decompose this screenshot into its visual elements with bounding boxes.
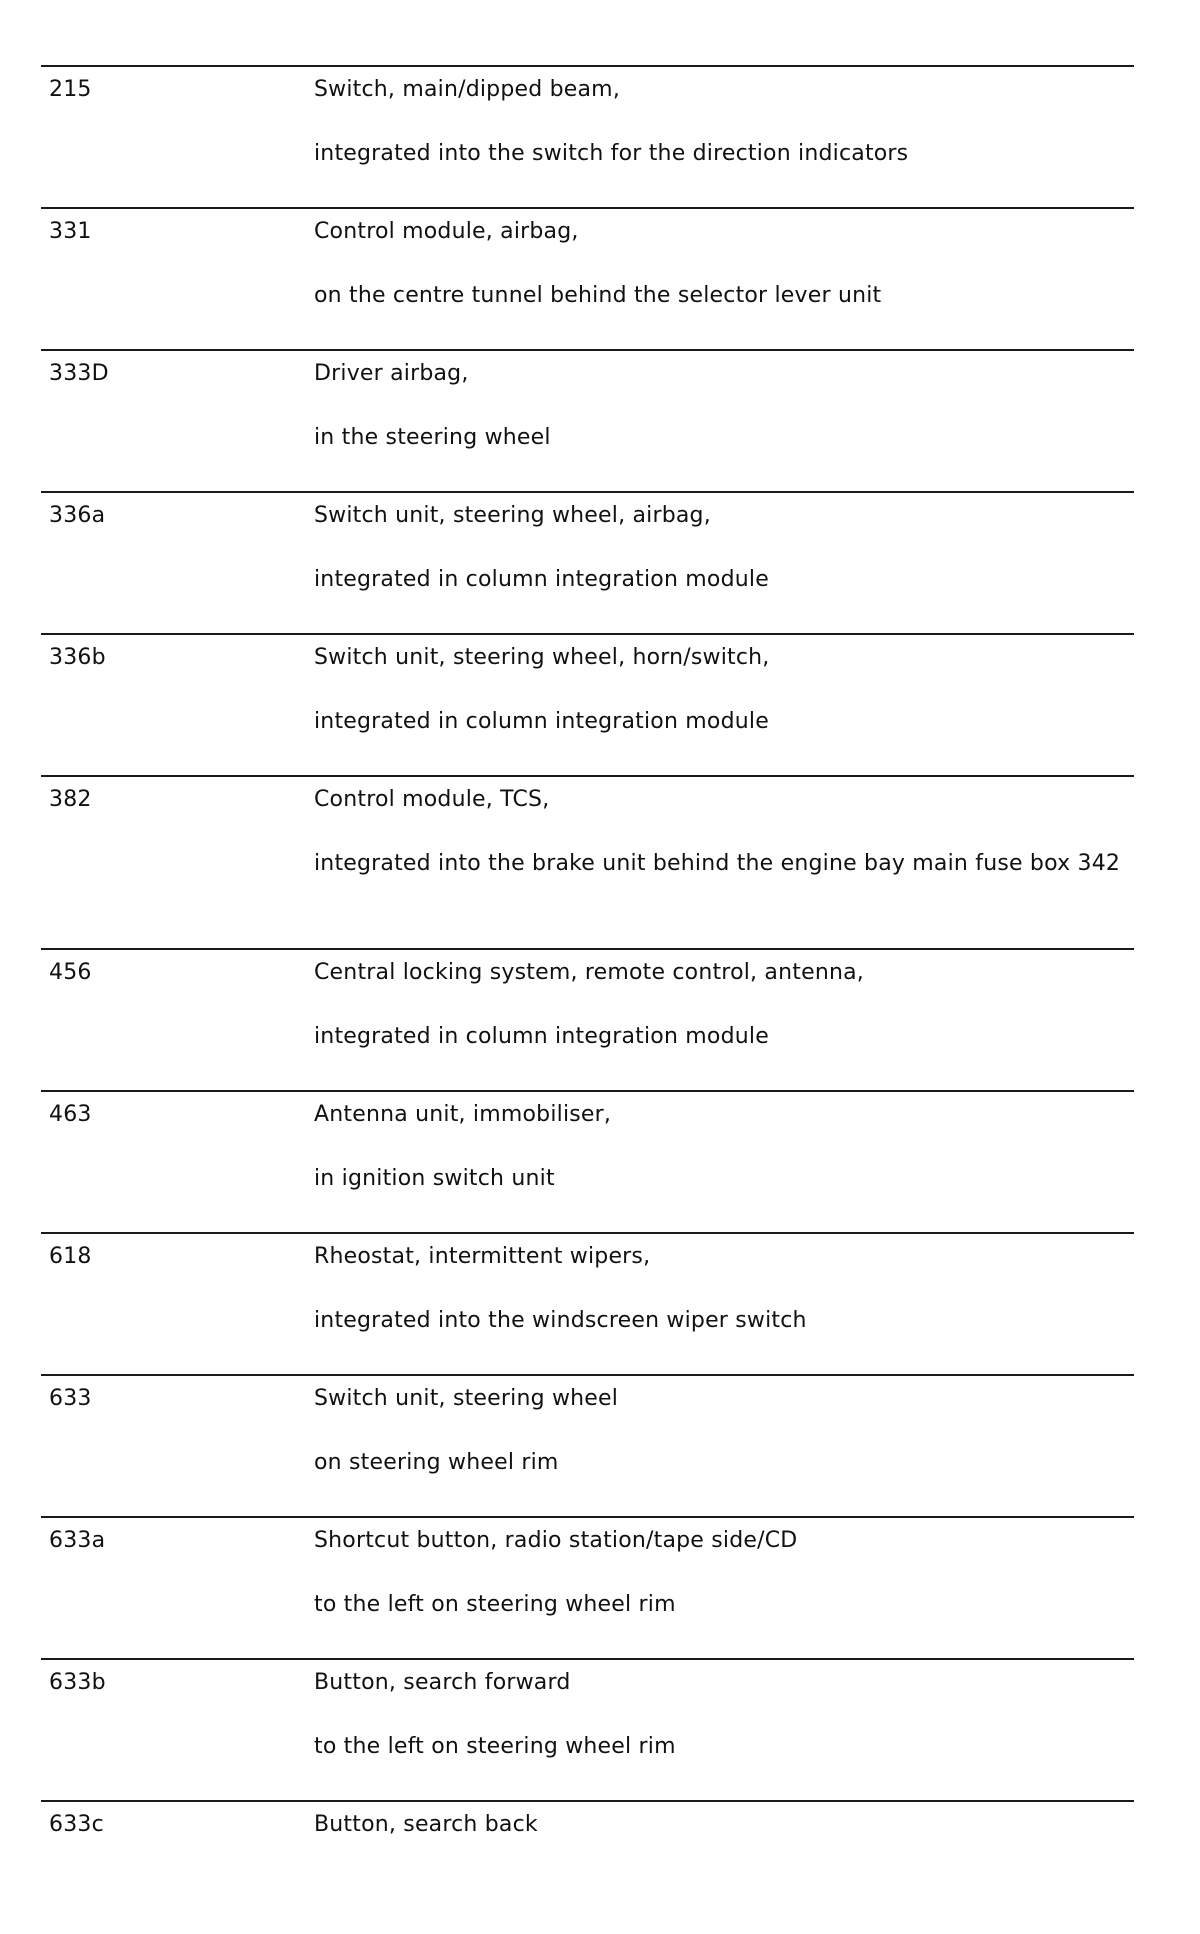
table-row: [41, 1374, 1134, 1516]
component-code: 456: [49, 960, 92, 985]
table-row: [41, 65, 1134, 207]
component-description: [314, 1527, 1134, 1619]
component-location: integrated in column integration module: [314, 1024, 769, 1049]
component-location: in the steering wheel: [314, 425, 551, 450]
table-row: [41, 207, 1134, 349]
component-description: [314, 1811, 1134, 1839]
component-title: Shortcut button, radio station/tape side/CD: [314, 1528, 798, 1553]
component-description: [314, 218, 1134, 310]
table-row: [41, 948, 1134, 1090]
component-description: [314, 502, 1134, 594]
component-location: to the left on steering wheel rim: [314, 1592, 676, 1617]
component-code: 633a: [49, 1528, 106, 1553]
component-title: Switch unit, steering wheel, airbag,: [314, 503, 711, 528]
component-code: 633c: [49, 1812, 104, 1837]
component-description: [314, 959, 1134, 1051]
component-title: Button, search forward: [314, 1670, 571, 1695]
component-location: in ignition switch unit: [314, 1166, 555, 1191]
component-location: integrated into the switch for the direction indicators: [314, 141, 909, 166]
table-row: [41, 1800, 1134, 1880]
table-row: [41, 1516, 1134, 1658]
component-title: Control module, airbag,: [314, 219, 579, 244]
component-title: Control module, TCS,: [314, 787, 550, 812]
component-description: [314, 1385, 1134, 1477]
component-title: Switch unit, steering wheel, horn/switch,: [314, 645, 770, 670]
component-title: Switch, main/dipped beam,: [314, 77, 621, 102]
component-location: integrated into the brake unit behind the engine bay main fuse box 342: [314, 851, 1121, 876]
component-title: Central locking system, remote control, antenna,: [314, 960, 864, 985]
component-title: Antenna unit, immobiliser,: [314, 1102, 612, 1127]
component-location: on the centre tunnel behind the selector lever unit: [314, 283, 882, 308]
component-title: Switch unit, steering wheel: [314, 1386, 619, 1411]
table-row: [41, 491, 1134, 633]
component-code: 463: [49, 1102, 92, 1127]
table-row: [41, 633, 1134, 775]
component-location: to the left on steering wheel rim: [314, 1734, 676, 1759]
component-code: 618: [49, 1244, 92, 1269]
component-title: Button, search back: [314, 1812, 538, 1837]
component-location: on steering wheel rim: [314, 1450, 559, 1475]
component-code: 336a: [49, 503, 106, 528]
component-code: 333D: [49, 361, 109, 386]
component-code: 382: [49, 787, 92, 812]
component-location: integrated into the windscreen wiper switch: [314, 1308, 807, 1333]
component-code: 633b: [49, 1670, 106, 1695]
component-code: 215: [49, 77, 92, 102]
table-row: [41, 1090, 1134, 1232]
component-location: integrated in column integration module: [314, 567, 769, 592]
component-code: 331: [49, 219, 92, 244]
component-description: [314, 1243, 1134, 1335]
component-description: [314, 1101, 1134, 1193]
component-title: Rheostat, intermittent wipers,: [314, 1244, 651, 1269]
component-code: 633: [49, 1386, 92, 1411]
component-description: [314, 1669, 1134, 1761]
component-description: [314, 360, 1134, 452]
component-code: 336b: [49, 645, 106, 670]
component-title: Driver airbag,: [314, 361, 469, 386]
table-row: [41, 1232, 1134, 1374]
table-row: [41, 775, 1134, 948]
component-description: [314, 76, 1134, 168]
component-description: [314, 644, 1134, 736]
component-location: integrated in column integration module: [314, 709, 769, 734]
table-row: [41, 349, 1134, 491]
component-description: [314, 786, 1134, 878]
table-row: [41, 1658, 1134, 1800]
component-table: [41, 65, 1134, 1880]
